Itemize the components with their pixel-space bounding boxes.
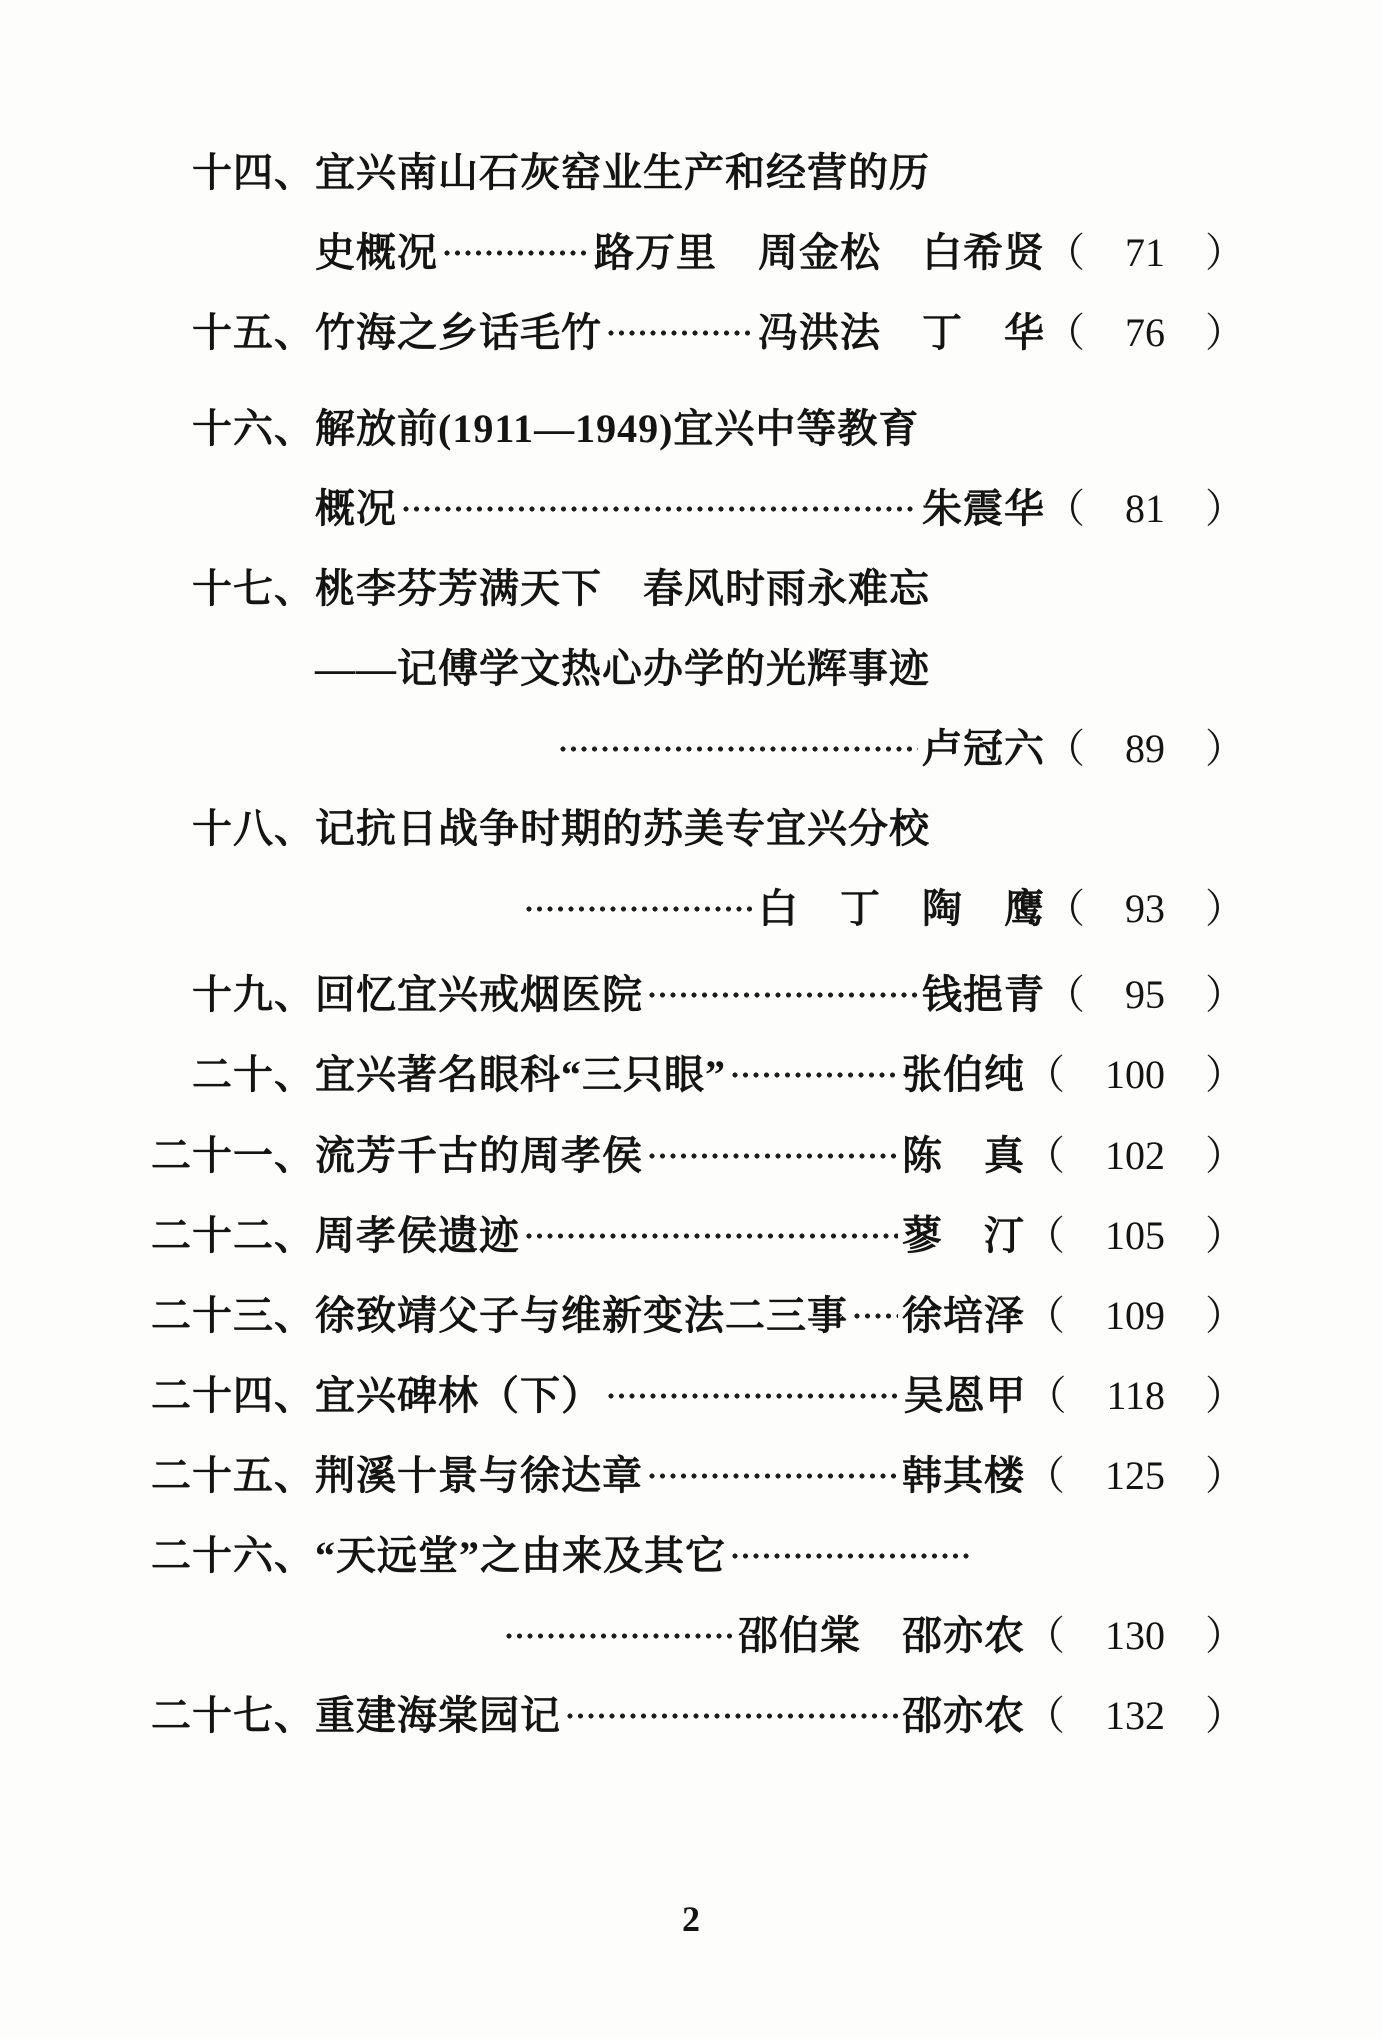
- page-footer: [0, 1898, 1382, 1940]
- paren-close: ）: [1165, 310, 1245, 355]
- entry-authors-page: [902, 1213, 1245, 1259]
- entry-authors: 冯洪法 丁 华: [758, 310, 1045, 355]
- paren-open: （: [1045, 886, 1125, 931]
- entry-title: 徐致靖父子与维新变法二三事: [315, 1293, 848, 1338]
- entry-page-ref: [1045, 310, 1245, 355]
- dotted-leader: [852, 1293, 898, 1339]
- toc-entry-18-line-2: [150, 886, 1245, 932]
- entry-title: 宜兴南山石灰窑业生产和经营的历: [315, 150, 930, 195]
- toc-entry-18-line-1: [150, 806, 1245, 852]
- paren-open: （: [1045, 486, 1125, 531]
- dotted-leader: [504, 1613, 734, 1659]
- toc-entry-14-line-1: [150, 150, 1245, 196]
- entry-title: 宜兴著名眼科“三只眼”: [315, 1052, 726, 1097]
- entry-title: 概况: [315, 486, 397, 531]
- entry-number: 二十五、: [151, 1453, 315, 1498]
- entry-page-ref: [1025, 1213, 1245, 1258]
- entry-title: 史概况: [315, 230, 438, 275]
- page-number: 81: [1125, 486, 1165, 531]
- entry-number: 十四、: [192, 150, 315, 195]
- toc-entry-23: [150, 1293, 1245, 1339]
- entry-page-ref: [1045, 486, 1245, 531]
- entry-title: 重建海棠园记: [315, 1693, 561, 1738]
- entry-title: 桃李芬芳满天下 春风时雨永难忘: [315, 566, 930, 611]
- entry-title: 周孝侯遗迹: [315, 1213, 520, 1258]
- entry-title: 回忆宜兴戒烟医院: [315, 972, 643, 1017]
- entry-title: 宜兴碑林（下）: [315, 1373, 602, 1418]
- toc-entry-27: [150, 1693, 1245, 1739]
- paren-close: ）: [1165, 1213, 1245, 1258]
- page-number: 125: [1105, 1453, 1165, 1498]
- dotted-leader: [401, 486, 918, 532]
- dotted-leader: [524, 1213, 898, 1259]
- page-number: 118: [1106, 1373, 1165, 1418]
- entry-authors: 朱震华: [922, 486, 1045, 531]
- paren-open: （: [1025, 1052, 1105, 1097]
- paren-close: ）: [1165, 1052, 1245, 1097]
- paren-open: （: [1045, 230, 1125, 275]
- entry-page-ref: [1025, 1133, 1245, 1178]
- entry-authors: 蓼 汀: [902, 1213, 1025, 1258]
- paren-close: ）: [1165, 1293, 1245, 1338]
- entry-subtitle: ——记傅学文热心办学的光辉事迹: [315, 646, 930, 691]
- entry-number: 二十二、: [151, 1213, 315, 1258]
- dotted-leader: [647, 1133, 898, 1179]
- entry-page-ref: [1025, 1293, 1245, 1338]
- entry-page-ref: [1025, 1613, 1245, 1658]
- entry-number: 十五、: [192, 310, 315, 355]
- toc-entry-24: [150, 1373, 1245, 1419]
- entry-page-ref: [1045, 230, 1245, 275]
- paren-close: ）: [1165, 486, 1245, 531]
- entry-authors-page: [758, 886, 1245, 932]
- entry-page-ref: [1025, 1052, 1245, 1097]
- paren-close: ）: [1165, 1613, 1245, 1658]
- page-number: 132: [1105, 1693, 1165, 1738]
- entry-title: 流芳千古的周孝侯: [315, 1133, 643, 1178]
- entry-authors-page: [594, 230, 1245, 276]
- entry-authors: 钱挹青: [922, 972, 1045, 1017]
- dotted-leader: [442, 230, 590, 276]
- dotted-leader: [606, 1373, 899, 1419]
- toc-entry-22: [150, 1213, 1245, 1259]
- entry-title: 竹海之乡话毛竹: [315, 310, 602, 355]
- toc-entry-21: [150, 1133, 1245, 1179]
- entry-page-ref: [1026, 1373, 1245, 1418]
- page-number: 76: [1125, 310, 1165, 355]
- toc-entry-16-line-2: [150, 486, 1245, 532]
- paren-open: （: [1025, 1693, 1105, 1738]
- paren-close: ）: [1165, 1453, 1245, 1498]
- entry-page-ref: [1025, 1453, 1245, 1498]
- toc-entry-26-line-1: [150, 1533, 1245, 1579]
- entry-number: 二十七、: [151, 1693, 315, 1738]
- page-number: 95: [1125, 972, 1165, 1017]
- dotted-leader: [647, 1453, 898, 1499]
- entry-authors: 陈 真: [902, 1133, 1025, 1178]
- entry-authors: 白 丁 陶 鹰: [758, 886, 1045, 931]
- toc-entry-19: [150, 972, 1245, 1018]
- entry-authors-page: [902, 1133, 1245, 1179]
- page-number: 93: [1125, 886, 1165, 931]
- entry-number: 二十六、: [151, 1533, 315, 1578]
- entry-page-ref: [1025, 1693, 1245, 1738]
- entry-authors: 路万里 周金松 白希贤: [594, 230, 1045, 275]
- toc-entry-14-line-2: [150, 230, 1245, 276]
- paren-close: ）: [1165, 1373, 1245, 1418]
- paren-open: （: [1045, 310, 1125, 355]
- toc-entry-17-line-2: [150, 646, 1245, 692]
- entry-title: 记抗日战争时期的苏美专宜兴分校: [315, 806, 930, 851]
- entry-page-ref: [1045, 726, 1245, 771]
- entry-authors-page: [903, 1373, 1245, 1419]
- entry-authors-page: [922, 972, 1245, 1018]
- entry-number: 二十三、: [151, 1293, 315, 1338]
- entry-authors-page: [902, 1693, 1245, 1739]
- entry-number: 十六、: [192, 406, 315, 451]
- entry-authors-page: [922, 726, 1245, 772]
- entry-authors-page: [758, 310, 1245, 356]
- paren-open: （: [1025, 1213, 1105, 1258]
- paren-close: ）: [1165, 1133, 1245, 1178]
- entry-number: 十七、: [192, 566, 315, 611]
- dotted-leader: [730, 1052, 898, 1098]
- paren-open: （: [1045, 972, 1125, 1017]
- entry-number: 二十四、: [151, 1373, 315, 1418]
- page-number: 130: [1105, 1613, 1165, 1658]
- entry-title: 解放前(1911—1949)宜兴中等教育: [315, 406, 920, 451]
- dotted-leader: [606, 310, 754, 356]
- page-number: 100: [1105, 1052, 1165, 1097]
- paren-close: ）: [1165, 886, 1245, 931]
- page-number: 102: [1105, 1133, 1165, 1178]
- toc-entry-26-line-2: [150, 1613, 1245, 1659]
- entry-authors-page: [922, 486, 1245, 532]
- paren-close: ）: [1165, 726, 1245, 771]
- entry-title: 荆溪十景与徐达章: [315, 1453, 643, 1498]
- entry-authors: 吴恩甲: [903, 1373, 1027, 1418]
- page-number: 89: [1125, 726, 1165, 771]
- paren-open: （: [1045, 726, 1125, 771]
- paren-open: （: [1026, 1373, 1107, 1418]
- paren-close: ）: [1165, 1693, 1245, 1738]
- entry-authors-page: [902, 1052, 1245, 1098]
- entry-number: 十九、: [192, 972, 315, 1017]
- paren-open: （: [1025, 1293, 1105, 1338]
- toc-entry-25: [150, 1453, 1245, 1499]
- paren-close: ）: [1165, 230, 1245, 275]
- paren-open: （: [1025, 1453, 1105, 1498]
- entry-title: “天远堂”之由来及其它: [315, 1533, 726, 1578]
- toc-entry-20: [150, 1052, 1245, 1098]
- dotted-leader: [647, 972, 918, 1018]
- dotted-leader: [730, 1533, 970, 1579]
- entry-page-ref: [1045, 886, 1245, 931]
- entry-number: 十八、: [192, 806, 315, 851]
- dotted-leader: [565, 1693, 898, 1739]
- page-number: 71: [1125, 230, 1165, 275]
- toc-entry-15: [150, 310, 1245, 356]
- entry-page-ref: [1045, 972, 1245, 1017]
- entry-authors-page: [738, 1613, 1245, 1659]
- page-number: 105: [1105, 1213, 1165, 1258]
- paren-open: （: [1025, 1613, 1105, 1658]
- entry-authors-page: [902, 1453, 1245, 1499]
- footer-page-number: 2: [682, 1899, 700, 1939]
- entry-authors: 徐培泽: [902, 1293, 1025, 1338]
- entry-number: 二十、: [192, 1052, 315, 1097]
- paren-close: ）: [1165, 972, 1245, 1017]
- entry-authors: 张伯纯: [902, 1052, 1025, 1097]
- dotted-leader: [558, 726, 918, 772]
- entry-authors: 韩其楼: [902, 1453, 1025, 1498]
- toc-entry-17-line-1: [150, 566, 1245, 612]
- entry-authors: 邵亦农: [902, 1693, 1025, 1738]
- toc-entry-16-line-1: [150, 406, 1245, 452]
- entry-authors: 邵伯棠 邵亦农: [738, 1613, 1025, 1658]
- paren-open: （: [1025, 1133, 1105, 1178]
- entry-authors: 卢冠六: [922, 726, 1045, 771]
- toc-entry-17-line-3: [150, 726, 1245, 772]
- page-number: 109: [1105, 1293, 1165, 1338]
- entry-number: 二十一、: [151, 1133, 315, 1178]
- dotted-leader: [524, 886, 754, 932]
- entry-authors-page: [902, 1293, 1245, 1339]
